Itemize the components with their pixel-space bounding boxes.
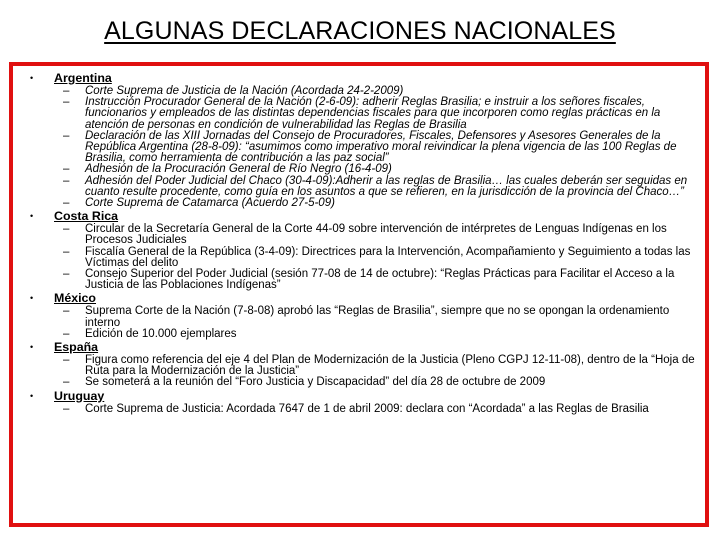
country-name: Argentina <box>54 71 112 85</box>
declarations-list <box>0 71 720 415</box>
country-name: México <box>54 291 97 306</box>
list-item <box>0 329 720 340</box>
item-text: Figura como referencia del eje 4 del Plan de Modernización de la Justicia (Pleno CGPJ 12-11-08), dentro de la “Hoja de Ruta para la Modernización de la Justicia” <box>85 354 695 378</box>
country-costa-rica <box>0 209 720 291</box>
dash-icon: – <box>63 402 70 415</box>
dash-icon: – <box>63 85 70 97</box>
list-item <box>0 224 720 246</box>
item-text: Declaración de las XIII Jornadas del Consejo de Procuradores, Fiscales, Defensores y Asesores Generales de la República Argentina (28-8-09): “asumimos como imperativo moral reivindicar la plena vigencia de las 100 Reglas de Brasilia, como herramienta de contribución a las paz social” <box>85 129 677 165</box>
dash-icon: – <box>63 305 70 318</box>
item-text: Circular de la Secretaría General de la Corte 44-09 sobre intervención de intérpretes de Lenguas Indígenas en los Procesos Judiciales <box>85 223 667 247</box>
country-name: España <box>54 340 99 355</box>
country-argentina <box>0 71 720 209</box>
list-item <box>0 269 720 291</box>
item-text: Instrucción Procurador General de la Nación (2-6-09): adherir Reglas Brasilia; e instruir a los señores fiscales, funcionarios y empleados de las distintas dependencias fiscales para que incorporen como reglas prácticas en la atención de personas en condición de vulnerabilidad las Reglas de Brasilia <box>85 96 661 131</box>
bullet-icon: • <box>30 73 34 83</box>
item-text: Suprema Corte de la Nación (7-8-08) aprobó las “Reglas de Brasilia”, siempre que no se opongan la ordenamiento interno <box>85 305 670 329</box>
list-item <box>0 198 720 209</box>
list-item <box>0 97 720 131</box>
dash-icon: – <box>63 268 70 281</box>
item-text: Corte Suprema de Catamarca (Acuerdo 27-5-09) <box>85 197 335 210</box>
dash-icon: – <box>63 197 70 210</box>
item-text: Adhesión de la Procuración General de Río Negro (16-4-09) <box>85 163 392 176</box>
item-text: Corte Suprema de Justicia: Acordada 7647 de 1 de abril 2009: declara con “Acordada” a las Reglas de Brasilia <box>85 402 649 415</box>
item-text: Fiscalía General de la República (3-4-09): Directrices para la Intervención, Acompañamiento y Seguimiento a todas las Víctimas del delito <box>85 245 691 269</box>
item-text: Corte Suprema de Justicia de la Nación (Acordada 24-2-2009) <box>85 85 404 97</box>
dash-icon: – <box>63 129 70 142</box>
dash-icon: – <box>63 245 70 258</box>
dash-icon: – <box>63 327 70 340</box>
list-item <box>0 247 720 269</box>
bullet-icon: • <box>30 342 34 353</box>
dash-icon: – <box>63 376 70 389</box>
list-item <box>0 377 720 388</box>
list-item <box>0 306 720 328</box>
dash-icon: – <box>63 354 70 367</box>
item-text: Adhesión del Poder Judicial del Chaco (30-4-09):Adherir a las reglas de Brasilia… las cuales deberán ser seguidas en cuanto resulte procedente, como guía en los asuntos a que se refieren, en la jurisdicción de la provincia del Chaco…” <box>85 174 688 198</box>
dash-icon: – <box>63 163 70 176</box>
list-item <box>0 355 720 377</box>
country-name: Costa Rica <box>54 209 119 224</box>
bullet-icon: • <box>30 390 34 401</box>
country-name: Uruguay <box>54 388 105 403</box>
list-item <box>0 131 720 165</box>
item-text: Edición de 10.000 ejemplares <box>85 327 237 340</box>
country-uruguay <box>0 389 720 415</box>
dash-icon: – <box>63 223 70 236</box>
list-item <box>0 404 720 415</box>
country-espana <box>0 340 720 389</box>
bullet-icon: • <box>30 293 34 304</box>
slide-title: ALGUNAS DECLARACIONES NACIONALES <box>104 17 616 45</box>
item-text: Consejo Superior del Poder Judicial (sesión 77-08 de 14 de octubre): “Reglas Prácticas para Facilitar el Acceso a la Justicia de las Poblaciones Indígenas” <box>85 268 675 292</box>
list-item <box>0 164 720 175</box>
dash-icon: – <box>63 96 70 109</box>
bullet-icon: • <box>30 211 34 222</box>
list-item <box>0 176 720 198</box>
dash-icon: – <box>63 174 70 187</box>
item-text: Se someterá a la reunión del “Foro Justicia y Discapacidad” del día 28 de octubre de 2009 <box>85 376 546 389</box>
country-mexico <box>0 291 720 340</box>
